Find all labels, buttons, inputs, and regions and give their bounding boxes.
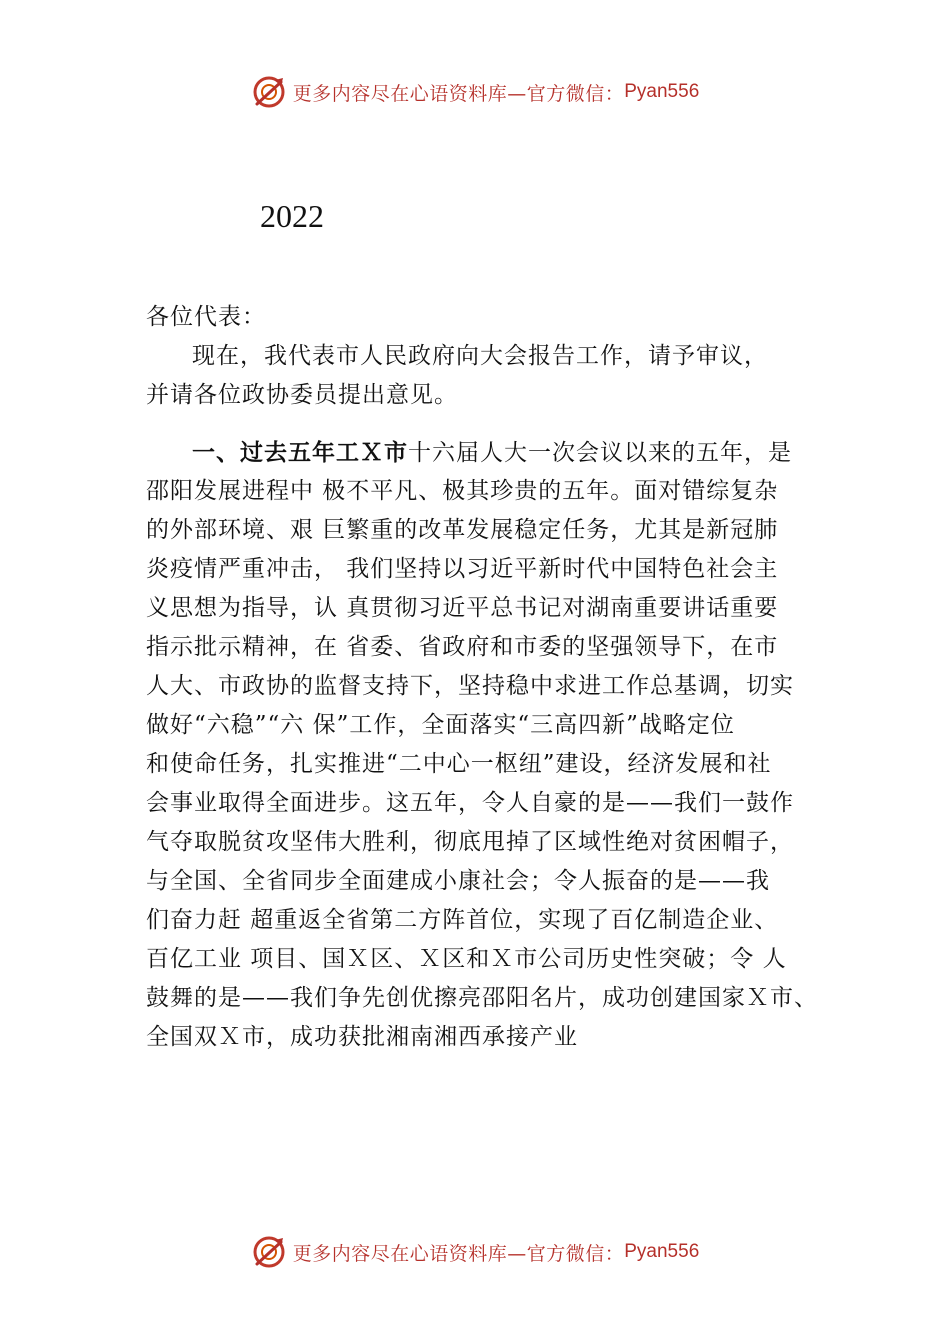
body-line: 邵阳发展进程中 极不平凡、极其珍贵的五年。面对错综复杂 — [146, 478, 779, 504]
watermark-wechat-id: Pyan556 — [624, 81, 700, 102]
body-line: 指示批示精神，在 省委、省政府和市委的坚强领导下，在市 — [146, 634, 779, 660]
body-line: 的外部环境、艰 巨繁重的改革发展稳定任务，尤其是新冠肺 — [146, 517, 779, 543]
body-line: 与全国、全省同步全面建成小康社会；令人振奋的是——我 — [146, 868, 770, 894]
watermark-text: 更多内容尽在心语资料库—官方微信： — [292, 82, 625, 105]
intro-line: 并请各位政协委员提出意见。 — [146, 382, 458, 408]
footer-watermark — [0, 1232, 950, 1272]
body-line: 们奋力赶 超重返全省第二方阵首位，实现了百亿制造企业、 — [146, 907, 779, 933]
section-heading: 一、过去五年工Ｘ市 — [192, 439, 408, 466]
watermark-wechat-id: Pyan556 — [624, 1241, 700, 1262]
body-line: 会事业取得全面进步。这五年，令人自豪的是——我们一鼓作 — [146, 790, 794, 816]
body-line: 和使命任务，扎实推进“二中心一枢纽”建设，经济发展和社 — [146, 751, 772, 777]
body-line: 全国双Ｘ市，成功获批湘南湘西承接产业 — [146, 1024, 578, 1050]
watermark-text: 更多内容尽在心语资料库—官方微信： — [292, 1242, 625, 1265]
brush-logo-icon — [251, 74, 287, 110]
body-line: 义思想为指导，认 真贯彻习近平总书记对湖南重要讲话重要 — [146, 595, 779, 621]
body-line: 人大、市政协的监督支持下，坚持稳中求进工作总基调，切实 — [146, 673, 794, 699]
section-first-line — [146, 433, 838, 472]
body-line: 十六届人大一次会议以来的五年，是 — [408, 440, 792, 466]
intro-line: 现在，我代表市人民政府向大会报告工作，请予审议， — [192, 343, 768, 369]
body-line: 气夺取脱贫攻坚伟大胜利，彻底甩掉了区域性绝对贫困帽子， — [146, 829, 794, 855]
body-line: 做好“六稳”“六 保”工作，全面落实“三高四新”战略定位 — [146, 712, 735, 738]
header-watermark — [0, 72, 950, 112]
body-line: 鼓舞的是——我们争先创优擦亮邵阳名片，成功创建国家Ｘ市、 — [146, 985, 818, 1011]
salutation: 各位代表： — [146, 304, 266, 330]
document-body — [146, 298, 838, 1057]
body-line: 百亿工业 项目、国Ｘ区、Ｘ区和Ｘ市公司历史性突破；令 人 — [146, 946, 787, 972]
document-year: 2022 — [260, 198, 324, 234]
body-line: 炎疫情严重冲击， 我们坚持以习近平新时代中国特色社会主 — [146, 556, 779, 582]
brush-logo-icon — [251, 1234, 287, 1270]
